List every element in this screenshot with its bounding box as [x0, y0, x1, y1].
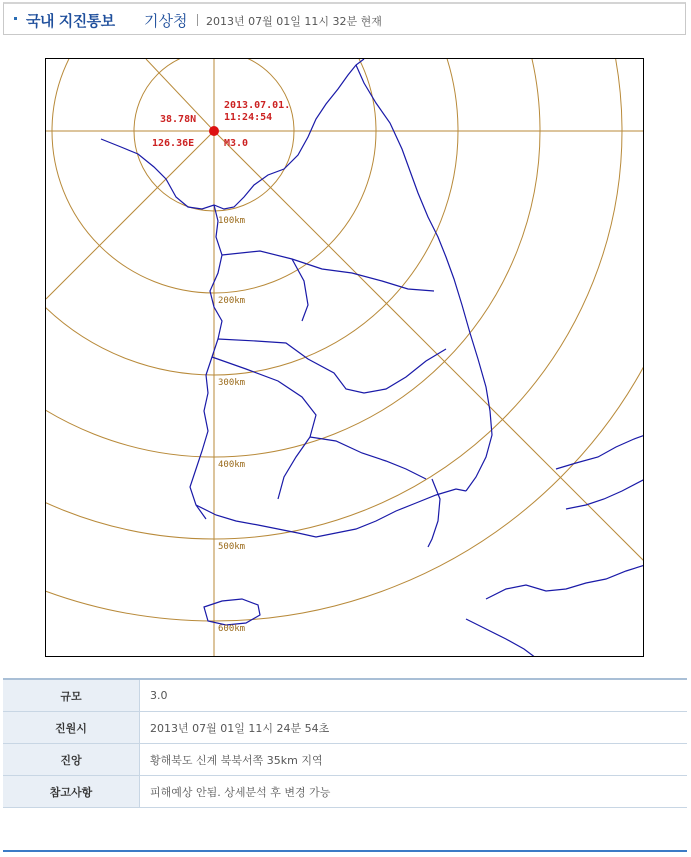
row-label-remarks: 참고사항 [3, 776, 140, 808]
ring-label-400: 400km [218, 460, 246, 470]
row-value-origin-time: 2013년 07월 01일 11시 24분 54초 [140, 712, 688, 744]
epicenter-latitude: 38.78N [160, 114, 197, 125]
table-row [3, 679, 687, 712]
distance-rings [46, 59, 644, 621]
ring-label-600: 600km [218, 624, 246, 634]
epicenter-date: 2013.07.01. [224, 100, 291, 111]
row-value-epicenter: 황해북도 신계 북북서쪽 35km 지역 [140, 744, 688, 776]
table-row [3, 712, 687, 744]
row-value-magnitude: 3.0 [140, 679, 688, 712]
ring-label-100: 100km [218, 216, 246, 226]
epicenter-map [45, 58, 644, 657]
epicenter-longitude: 126.36E [152, 138, 195, 149]
epicenter-time: 11:24:54 [224, 112, 273, 123]
row-label-magnitude: 규모 [3, 679, 140, 712]
footer-divider [3, 850, 687, 852]
ring-label-300: 300km [218, 378, 246, 388]
page-header [3, 2, 686, 35]
table-row [3, 776, 687, 808]
ring-label-500: 500km [218, 542, 246, 552]
row-value-remarks: 피해예상 안됨. 상세분석 후 변경 가능 [140, 776, 688, 808]
page-title: 국내 지진통보 [26, 12, 115, 30]
row-label-origin-time: 진원시 [3, 712, 140, 744]
ring-label-200: 200km [218, 296, 246, 306]
epicenter-magnitude: M3.0 [224, 138, 249, 149]
earthquake-info-table [3, 678, 687, 808]
map-svg [46, 59, 644, 657]
update-timestamp: 2013년 07월 01일 11시 32분 현재 [206, 15, 382, 28]
page-source: 기상청 [144, 12, 188, 30]
table-row [3, 744, 687, 776]
ring-labels [218, 216, 245, 634]
bullet-icon [14, 17, 17, 20]
row-label-epicenter: 진앙 [3, 744, 140, 776]
divider [197, 14, 198, 26]
epicenter-marker [209, 126, 219, 136]
